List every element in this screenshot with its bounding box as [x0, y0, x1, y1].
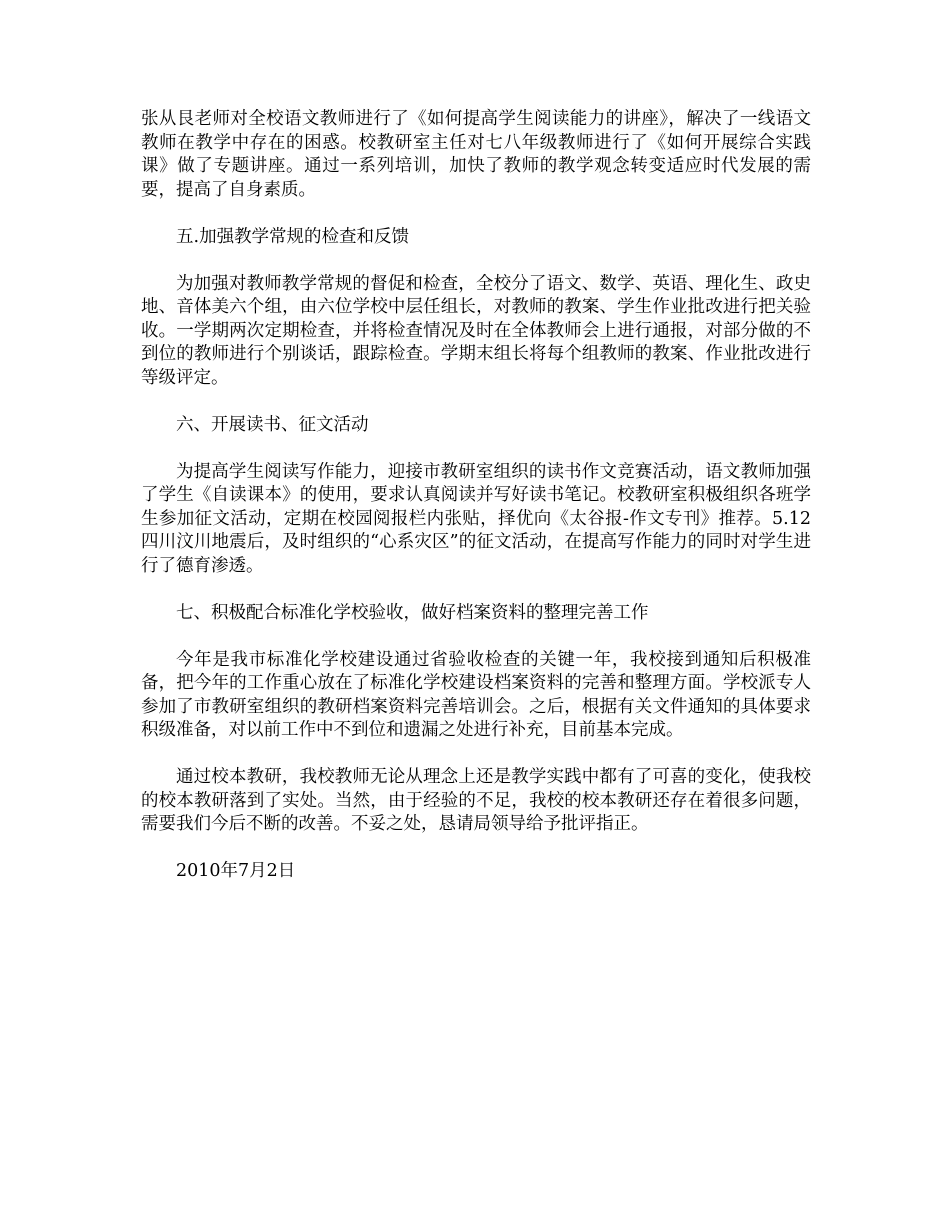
spacer	[141, 625, 811, 649]
paragraph-conclusion: 通过校本教研，我校教师无论从理念上还是教学实践中都有了可喜的变化，使我校的校本教研落到了实处。当然，由于经验的不足，我校的校本教研还存在着很多问题，需要我们今后不断的改善。不妥之处，恳请局领导给予批评指正。	[141, 767, 811, 834]
heading-section-6: 六、开展读书、征文活动	[176, 414, 369, 435]
spacer	[141, 390, 811, 414]
document-date: 2010年7月2日	[176, 861, 296, 881]
spacer	[141, 437, 811, 461]
heading-section-5: 五.加强教学常规的检查和反馈	[176, 226, 410, 247]
spacer	[141, 578, 811, 602]
spacer	[141, 837, 811, 861]
paragraph-routine-check: 为加强对教师教学常规的督促和检查，全校分了语文、数学、英语、理化生、政史地、音体美六个组，由六位学校中层任组长，对教师的教案、学生作业批改进行把关验收。一学期两次定期检查，并将检查情况及时在全体教师会上进行通报，对部分做的不到位的教师进行个别谈话，跟踪检查。学期末组长将每个组教师的教案、作业批改进行等级评定。	[141, 273, 811, 388]
heading-section-7: 七、积极配合标准化学校验收，做好档案资料的整理完善工作	[176, 602, 649, 623]
spacer	[141, 202, 811, 226]
paragraph-reading-essay: 为提高学生阅读写作能力，迎接市教研室组织的读书作文竞赛活动，语文教师加强了学生《自读课本》的使用，要求认真阅读并写好读书笔记。校教研室积极组织各班学生参加征文活动，定期在校园阅报栏内张贴，择优向《太谷报-作文专刊》推荐。5.12四川汶川地震后，及时组织的“心系灾区”的征文活动，在提高写作能力的同时对学生进行了德育渗透。	[141, 461, 811, 576]
spacer	[141, 249, 811, 273]
document-page	[141, 108, 811, 884]
paragraph-standardization: 今年是我市标准化学校建设通过省验收检查的关键一年，我校接到通知后积极准备，把今年的工作重心放在了标准化学校建设档案资料的完善和整理方面。学校派专人参加了市教研室组织的教研档案资料完善培训会。之后，根据有关文件通知的具体要求积级准备，对以前工作中不到位和遗漏之处进行补充，目前基本完成。	[141, 649, 811, 740]
spacer	[141, 743, 811, 767]
paragraph-training: 张从艮老师对全校语文教师进行了《如何提高学生阅读能力的讲座》，解决了一线语文教师在教学中存在的困惑。校教研室主任对七八年级教师进行了《如何开展综合实践课》做了专题讲座。通过一系列培训，加快了教师的教学观念转变适应时代发展的需要，提高了自身素质。	[141, 109, 811, 200]
